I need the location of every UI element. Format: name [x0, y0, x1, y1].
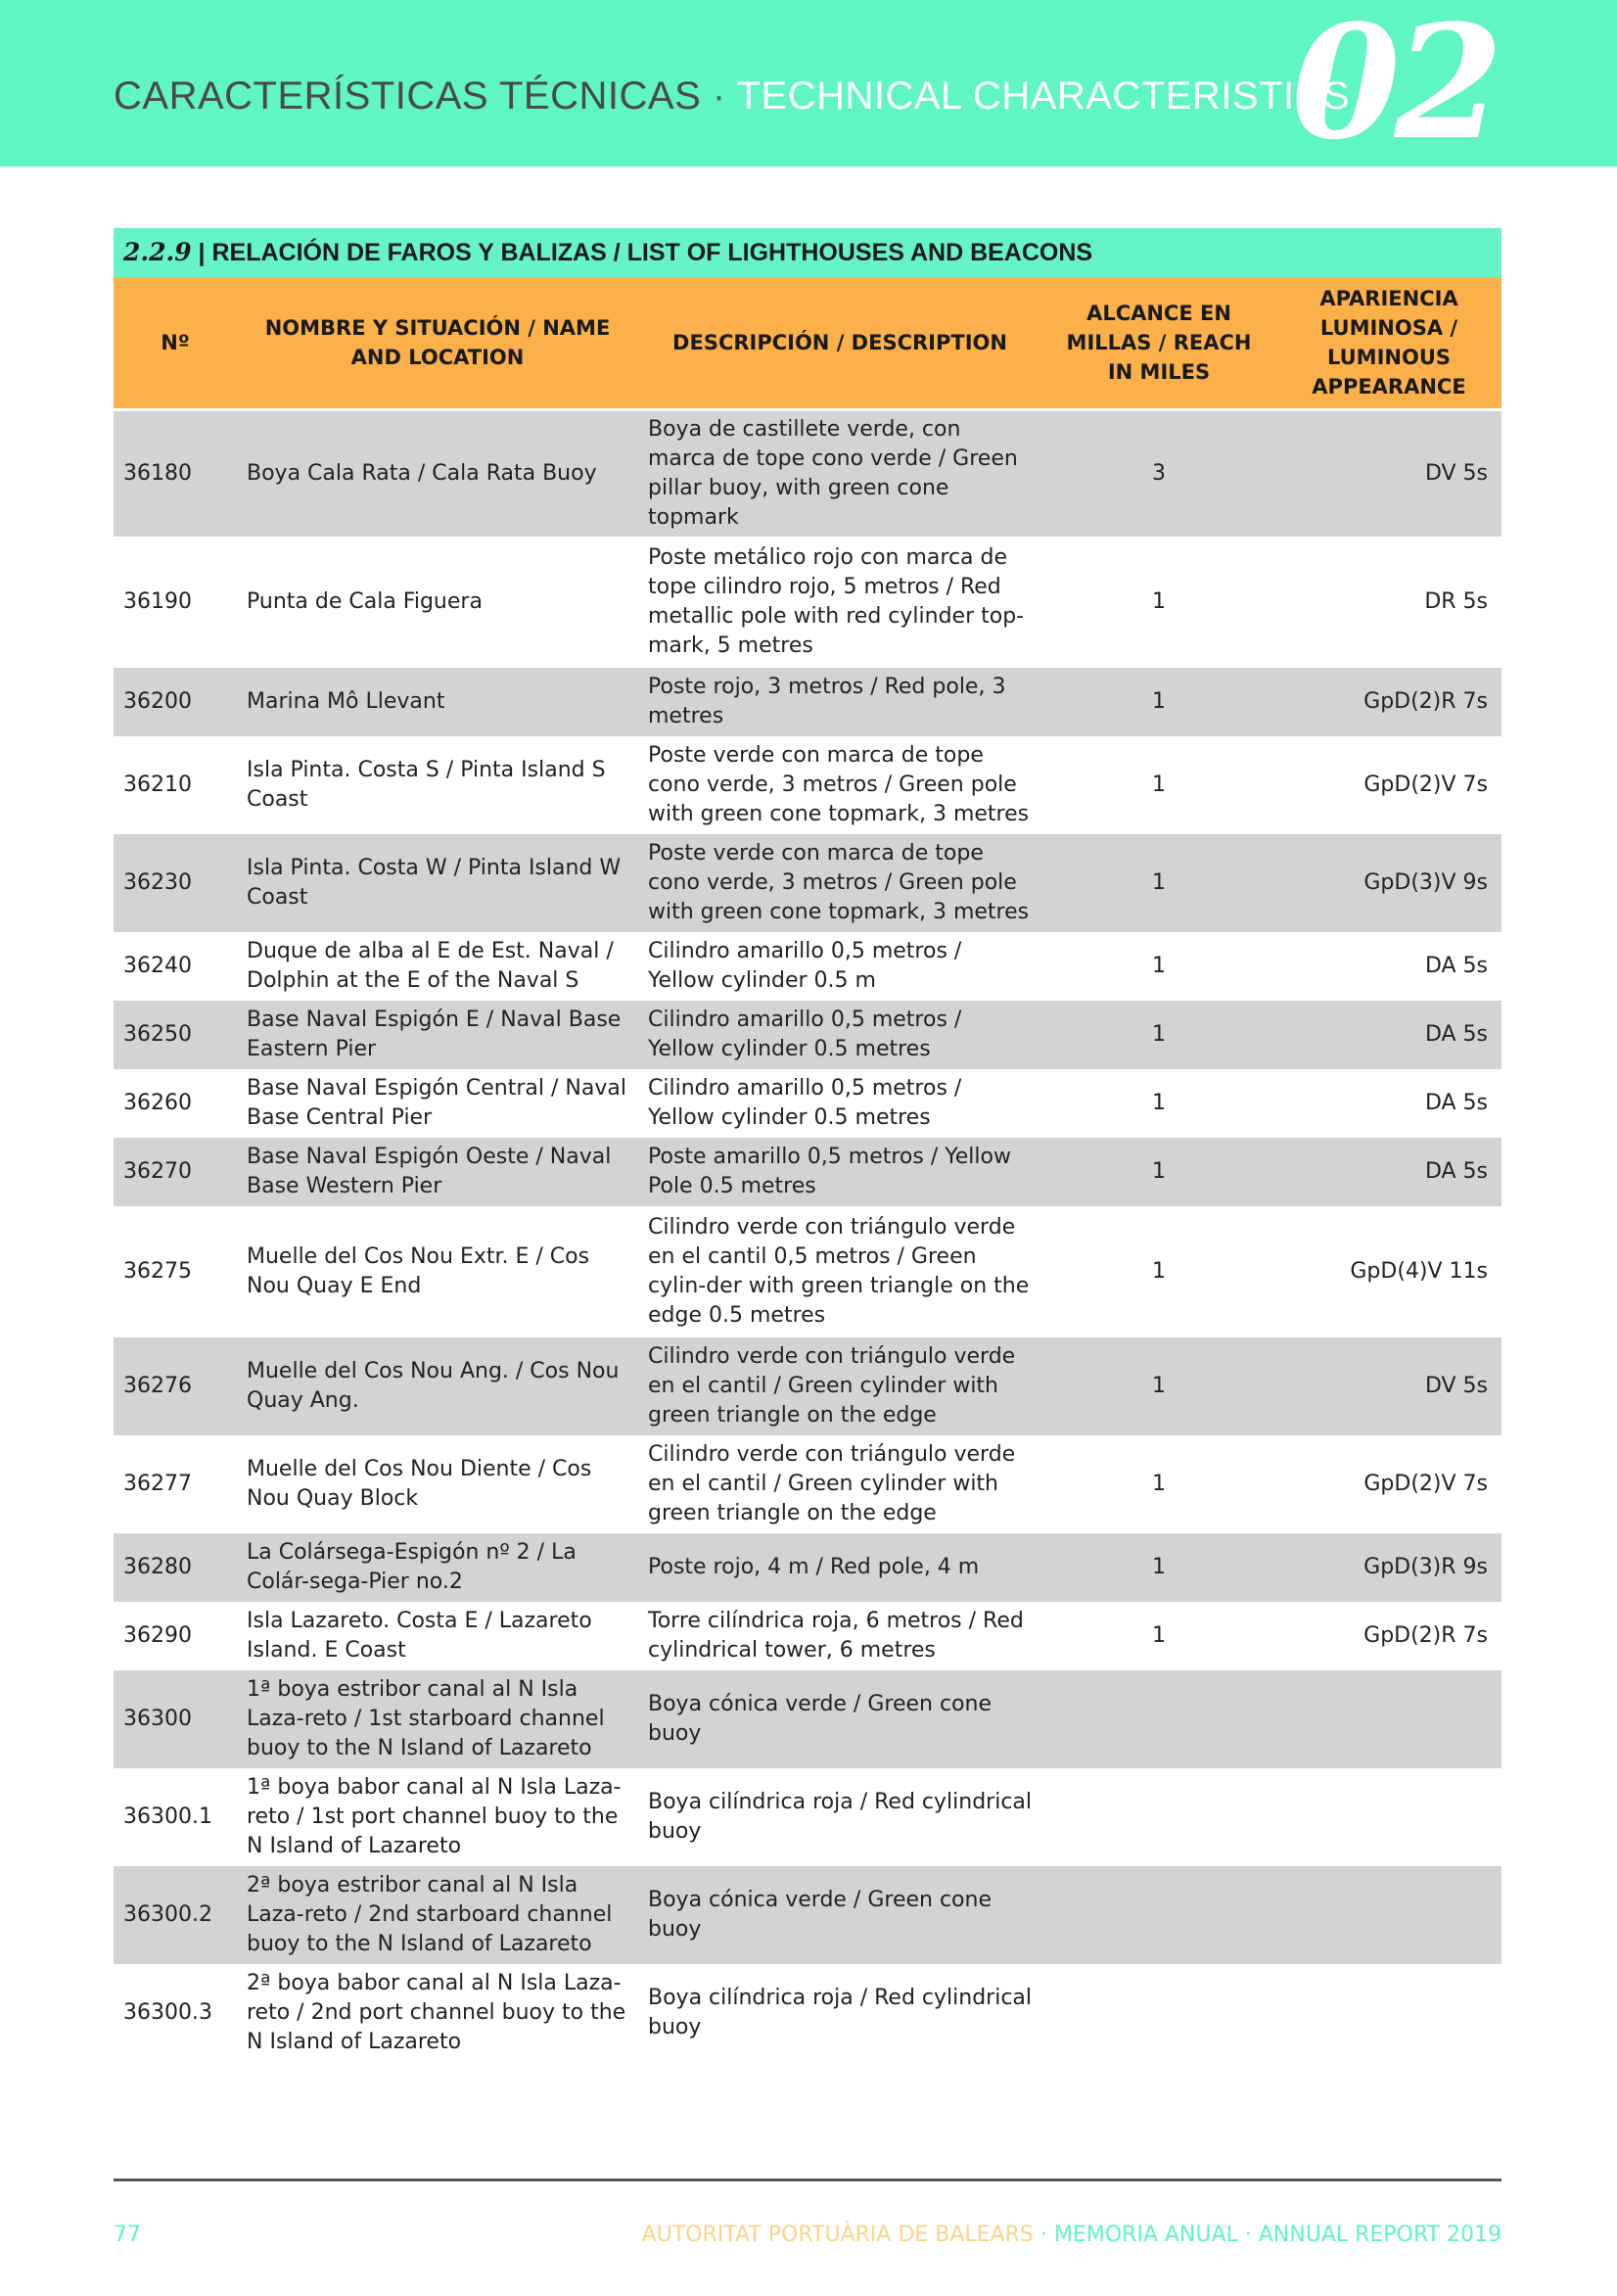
page-number: 77	[114, 2223, 141, 2247]
table-row	[114, 834, 1502, 932]
header-title-es: CARACTERÍSTICAS TÉCNICAS	[114, 74, 702, 117]
cell-description: Cilindro verde con triángulo verde en el cantil / Green cylinder with green triangle on the edge	[648, 1442, 1016, 1525]
cell-name-location: Muelle del Cos Nou Diente / Cos Nou Quay Block	[247, 1457, 592, 1511]
cell-description: Cilindro amarillo 0,5 metros / Yellow cylinder 0.5 m	[648, 939, 962, 993]
table-row	[114, 1533, 1502, 1602]
cell-appearance: DA 5s	[1276, 1138, 1502, 1206]
cell-name-location: Duque de alba al E de Est. Naval / Dolphin at the E of the Naval S	[247, 939, 614, 993]
cell-number: 36190	[123, 589, 192, 614]
section-heading-bar	[114, 228, 1502, 277]
cell-name-location: 1ª boya estribor canal al N Isla Laza-reto / 1st starboard channel buoy to the N Island of Lazareto	[237, 1670, 638, 1768]
footer-divider	[114, 2179, 1502, 2181]
cell-appearance: DV 5s	[1276, 410, 1502, 538]
cell-appearance: GpD(4)V 11s	[1350, 1259, 1488, 1284]
cell-description: Cilindro verde con triángulo verde en el cantil / Green cylinder with green triangle on the edge	[638, 1337, 1041, 1435]
cell-name-location: 2ª boya babor canal al N Isla Laza-reto / 2nd port channel buoy to the N Island of Lazareto	[247, 1971, 626, 2054]
cell-appearance	[1276, 1964, 1502, 2062]
cell-name-location: Marina Mô Llevant	[237, 668, 638, 736]
cell-name-location: Muelle del Cos Nou Ang. / Cos Nou Quay Ang.	[237, 1337, 638, 1435]
cell-description: Torre cilíndrica roja, 6 metros / Red cylindrical tower, 6 metres	[648, 1609, 1024, 1663]
cell-reach: 1	[1041, 668, 1276, 736]
cell-description: Poste metálico rojo con marca de tope cilindro rojo, 5 metros / Red metallic pole with red cylinder top-mark, 5 metres	[648, 545, 1025, 658]
footer-organization: AUTORITAT PORTUÀRIA DE BALEARS	[641, 2223, 1034, 2247]
table-row	[114, 1768, 1502, 1866]
cell-reach: 3	[1041, 410, 1276, 538]
cell-description: Poste verde con marca de tope cono verde, 3 metros / Green pole with green cone topmark, 3 metres	[638, 834, 1041, 932]
column-header-appearance: APARIENCIA LUMINOSA / LUMINOUS APPEARANCE	[1276, 277, 1502, 410]
cell-name-location: Punta de Cala Figuera	[247, 589, 483, 614]
cell-name-location: Base Naval Espigón E / Naval Base Eastern Pier	[237, 1001, 638, 1069]
cell-number: 36300.3	[123, 2000, 212, 2025]
cell-number: 36276	[114, 1337, 237, 1435]
cell-name-location: La Colársega-Espigón nº 2 / La Colár-sega-Pier no.2	[237, 1533, 638, 1602]
cell-appearance: DV 5s	[1276, 1337, 1502, 1435]
cell-number: 36300.2	[114, 1866, 237, 1964]
cell-number: 36180	[114, 410, 237, 538]
cell-name-location: Base Naval Espigón Oeste / Naval Base Western Pier	[237, 1138, 638, 1206]
table-row	[114, 932, 1502, 1001]
cell-description: Poste rojo, 4 m / Red pole, 4 m	[638, 1533, 1041, 1602]
table-row	[114, 1206, 1502, 1337]
cell-description: Boya cónica verde / Green cone buoy	[638, 1866, 1041, 1964]
cell-number: 36200	[114, 668, 237, 736]
cell-reach: 1	[1152, 1623, 1166, 1648]
cell-description: Cilindro amarillo 0,5 metros / Yellow cylinder 0.5 metres	[648, 1076, 962, 1130]
cell-number: 36280	[114, 1533, 237, 1602]
table-row	[114, 410, 1502, 538]
table-row	[114, 1866, 1502, 1964]
table-row	[114, 1069, 1502, 1138]
cell-appearance: GpD(3)V 9s	[1276, 834, 1502, 932]
cell-reach	[1041, 1964, 1276, 2062]
cell-appearance	[1276, 1670, 1502, 1768]
cell-description: Boya cilíndrica roja / Red cylindrical buoy	[648, 1986, 1033, 2039]
cell-number: 36270	[114, 1138, 237, 1206]
cell-number: 36230	[114, 834, 237, 932]
cell-name-location: Isla Lazareto. Costa E / Lazareto Island. E Coast	[247, 1609, 592, 1663]
footer-report: MEMORIA ANUAL · ANNUAL REPORT 2019	[1053, 2223, 1502, 2247]
footer-text	[642, 2223, 1502, 2247]
table-row	[114, 537, 1502, 668]
cell-name-location: Boya Cala Rata / Cala Rata Buoy	[237, 410, 638, 538]
cell-reach: 1	[1041, 1533, 1276, 1602]
cell-appearance: GpD(2)R 7s	[1363, 1623, 1488, 1648]
cell-reach: 1	[1041, 1337, 1276, 1435]
cell-description: Poste rojo, 3 metros / Red pole, 3 metres	[638, 668, 1041, 736]
cell-reach: 1	[1152, 773, 1166, 797]
cell-description: Poste verde con marca de tope cono verde, 3 metros / Green pole with green cone topmark, 3 metres	[648, 743, 1030, 826]
cell-reach: 1	[1152, 1259, 1166, 1284]
cell-appearance	[1276, 1768, 1502, 1866]
header-separator: ·	[701, 74, 737, 117]
cell-number: 36250	[114, 1001, 237, 1069]
cell-number: 36277	[123, 1472, 192, 1496]
section-title	[123, 238, 1092, 267]
table-row	[114, 1602, 1502, 1670]
table-row	[114, 1670, 1502, 1768]
column-header-name: NOMBRE Y SITUACIÓN / NAME AND LOCATION	[237, 277, 638, 410]
cell-appearance	[1276, 1866, 1502, 1964]
lighthouses-table	[114, 277, 1502, 2062]
cell-appearance: DA 5s	[1424, 954, 1488, 978]
cell-number: 36260	[123, 1091, 192, 1115]
cell-reach: 1	[1041, 1001, 1276, 1069]
cell-name-location: Muelle del Cos Nou Extr. E / Cos Nou Quay E End	[247, 1244, 590, 1298]
cell-appearance: GpD(2)V 7s	[1363, 1472, 1488, 1496]
table-row	[114, 1138, 1502, 1206]
column-header-num: Nº	[114, 277, 237, 410]
section-number: 2.2.9	[123, 238, 192, 266]
cell-appearance: DA 5s	[1424, 1091, 1488, 1115]
cell-reach	[1041, 1768, 1276, 1866]
cell-name-location: 1ª boya babor canal al N Isla Laza-reto / 1st port channel buoy to the N Island of Lazareto	[247, 1775, 622, 1858]
table-row	[114, 736, 1502, 834]
cell-reach: 1	[1041, 834, 1276, 932]
table-row	[114, 1964, 1502, 2062]
cell-description: Cilindro verde con triángulo verde en el cantil 0,5 metros / Green cylin-der with green triangle on the edge 0.5 metres	[648, 1215, 1030, 1328]
header-title-en: TECHNICAL CHARACTERISTICS	[736, 74, 1351, 117]
cell-name-location: 2ª boya estribor canal al N Isla Laza-reto / 2nd starboard channel buoy to the N Island of Lazareto	[237, 1866, 638, 1964]
table-row	[114, 1337, 1502, 1435]
cell-appearance: GpD(3)R 9s	[1276, 1533, 1502, 1602]
cell-description: Cilindro amarillo 0,5 metros / Yellow cylinder 0.5 metres	[638, 1001, 1041, 1069]
cell-reach: 1	[1041, 1138, 1276, 1206]
cell-appearance: GpD(2)R 7s	[1276, 668, 1502, 736]
cell-appearance: GpD(2)V 7s	[1363, 773, 1488, 797]
cell-reach	[1041, 1670, 1276, 1768]
cell-reach: 1	[1152, 589, 1166, 614]
column-header-description: DESCRIPCIÓN / DESCRIPTION	[638, 277, 1041, 410]
table-row	[114, 1001, 1502, 1069]
table-header-row	[114, 277, 1502, 410]
cell-description: Boya cónica verde / Green cone buoy	[638, 1670, 1041, 1768]
cell-reach: 1	[1152, 954, 1166, 978]
cell-name-location: Isla Pinta. Costa W / Pinta Island W Coast	[237, 834, 638, 932]
section-title-text: | RELACIÓN DE FAROS Y BALIZAS / LIST OF LIGHTHOUSES AND BEACONS	[191, 239, 1093, 266]
cell-name-location: Base Naval Espigón Central / Naval Base Central Pier	[247, 1076, 626, 1130]
cell-description: Boya cilíndrica roja / Red cylindrical buoy	[648, 1790, 1033, 1844]
cell-number: 36290	[123, 1623, 192, 1648]
cell-description: Poste amarillo 0,5 metros / Yellow Pole 0.5 metres	[638, 1138, 1041, 1206]
table-row	[114, 668, 1502, 736]
table-row	[114, 1435, 1502, 1533]
cell-name-location: Isla Pinta. Costa S / Pinta Island S Coast	[247, 758, 606, 812]
cell-number: 36300	[114, 1670, 237, 1768]
cell-appearance: DR 5s	[1424, 589, 1488, 614]
cell-appearance: DA 5s	[1276, 1001, 1502, 1069]
cell-number: 36210	[123, 773, 192, 797]
chapter-number: 02	[1291, 0, 1498, 174]
cell-reach	[1041, 1866, 1276, 1964]
cell-number: 36300.1	[123, 1804, 212, 1829]
page-header-title	[114, 74, 1350, 118]
footer-separator: ·	[1033, 2223, 1054, 2247]
cell-reach: 1	[1152, 1091, 1166, 1115]
cell-number: 36240	[123, 954, 192, 978]
cell-number: 36275	[123, 1259, 192, 1284]
cell-description: Boya de castillete verde, con marca de tope cono verde / Green pillar buoy, with green cone topmark	[638, 410, 1041, 538]
cell-reach: 1	[1152, 1472, 1166, 1496]
column-header-reach: ALCANCE EN MILLAS / REACH IN MILES	[1041, 277, 1276, 410]
